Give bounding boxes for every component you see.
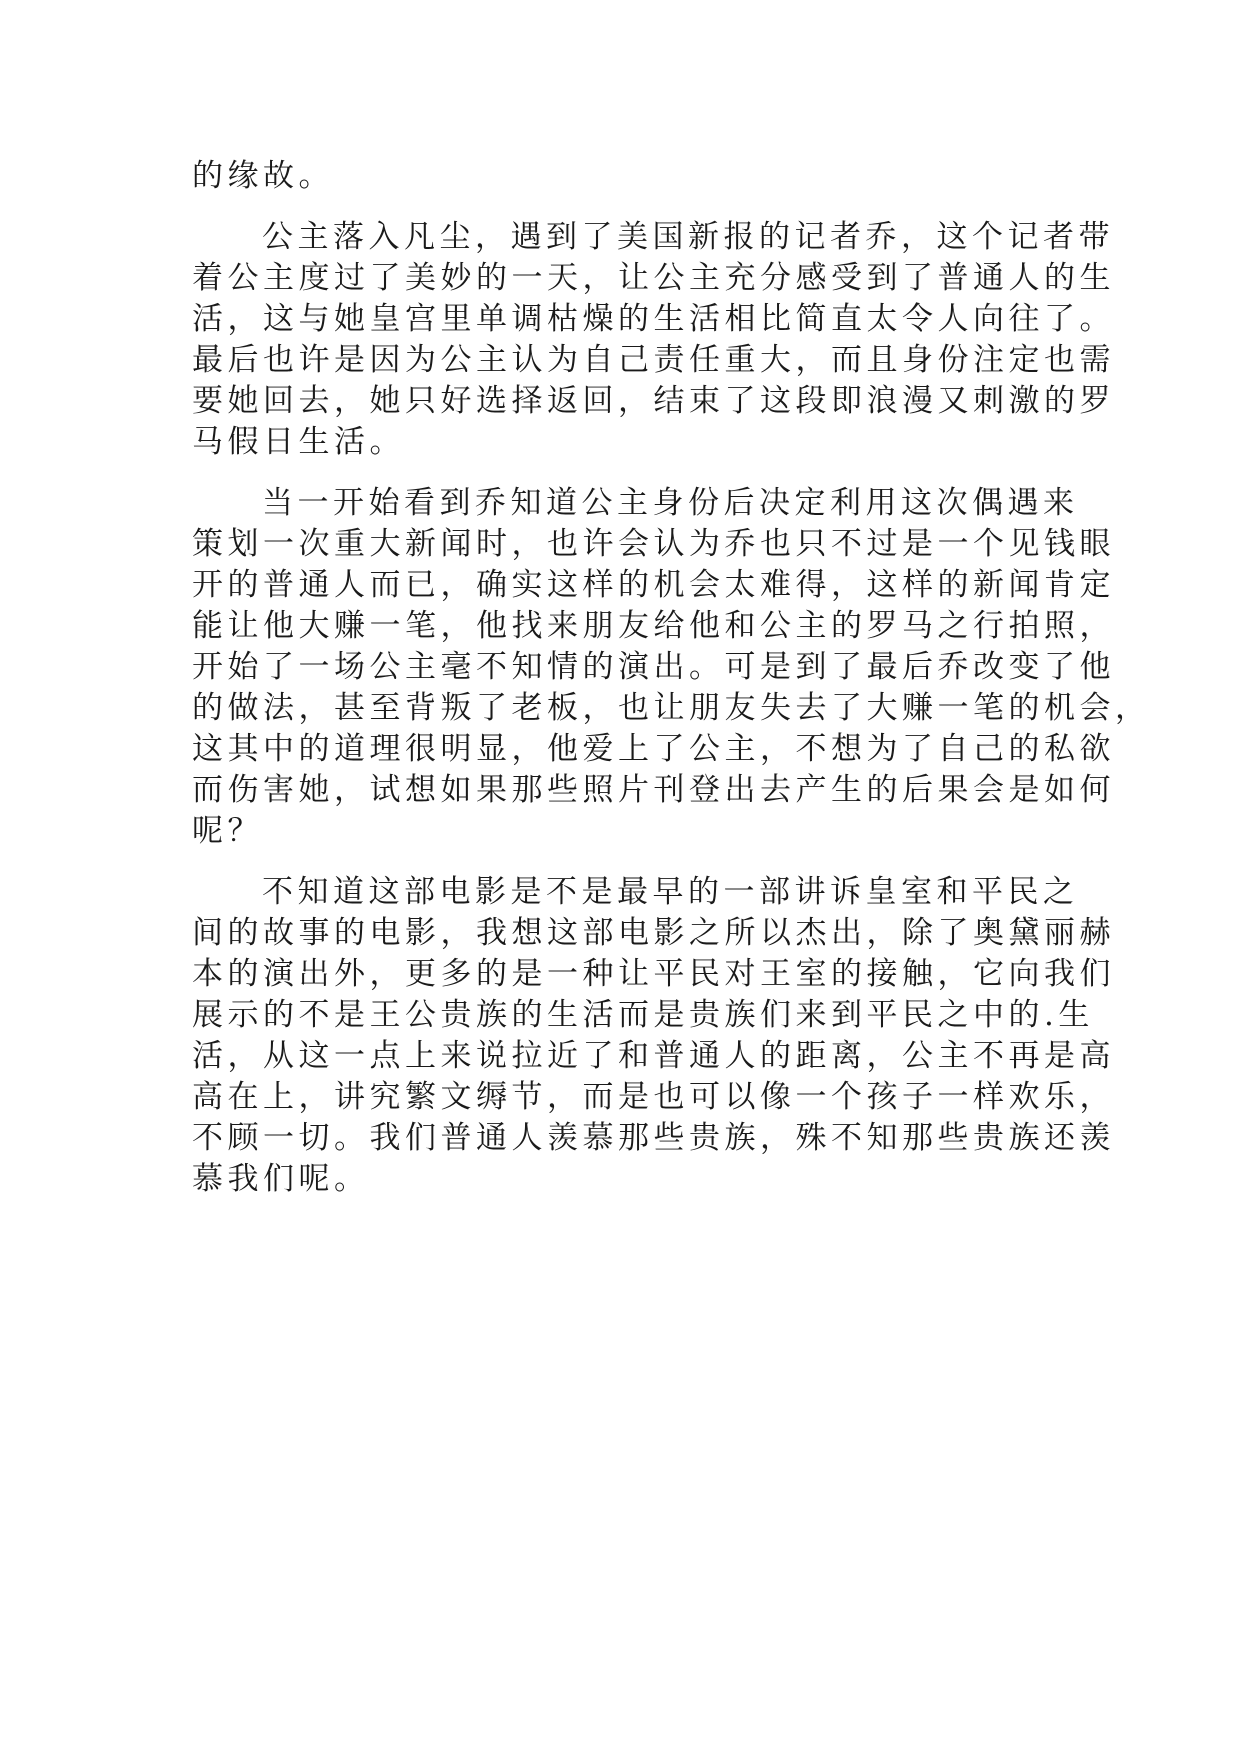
text-line: 不知道这部电影是不是最早的一部讲诉皇室和平民之 bbox=[262, 874, 1079, 910]
text-line: 能让他大赚一笔，他找来朋友给他和公主的罗马之行拍照， bbox=[192, 608, 1115, 644]
text-line: 要她回去，她只好选择返回，结束了这段即浪漫又刺激的罗 bbox=[192, 383, 1115, 419]
text-line: 策划一次重大新闻时，也许会认为乔也只不过是一个见钱眼 bbox=[192, 526, 1115, 562]
paragraph-4 bbox=[192, 872, 1115, 1200]
paragraph-3 bbox=[192, 483, 1151, 852]
text-line: 公主落入凡尘，遇到了美国新报的记者乔，这个记者带 bbox=[262, 219, 1114, 255]
document-body bbox=[192, 156, 1151, 1200]
text-line: 着公主度过了美妙的一天，让公主充分感受到了普通人的生 bbox=[192, 260, 1115, 296]
text-line: 不顾一切。我们普通人羡慕那些贵族，殊不知那些贵族还羡 bbox=[192, 1120, 1115, 1156]
text-line: 开始了一场公主毫不知情的演出。可是到了最后乔改变了他 bbox=[192, 649, 1115, 685]
text-line: 活，从这一点上来说拉近了和普通人的距离，公主不再是高 bbox=[192, 1038, 1115, 1074]
text-line: 慕我们呢。 bbox=[192, 1161, 370, 1197]
text-line: 的做法，甚至背叛了老板，也让朋友失去了大赚一笔的机会， bbox=[192, 690, 1151, 726]
text-line: 开的普通人而已，确实这样的机会太难得，这样的新闻肯定 bbox=[192, 567, 1115, 603]
text-line: 本的演出外，更多的是一种让平民对王室的接触，它向我们 bbox=[192, 956, 1115, 992]
text-line: 的缘故。 bbox=[192, 158, 334, 194]
paragraph-1 bbox=[192, 156, 1062, 197]
text-line: 而伤害她，试想如果那些照片刊登出去产生的后果会是如何 bbox=[192, 772, 1115, 808]
text-line: 这其中的道理很明显，他爱上了公主，不想为了自己的私欲 bbox=[192, 731, 1115, 767]
text-line: 马假日生活。 bbox=[192, 424, 405, 460]
text-line: 间的故事的电影，我想这部电影之所以杰出，除了奥黛丽赫 bbox=[192, 915, 1115, 951]
paragraph-2 bbox=[192, 217, 1115, 463]
text-line: 呢？ bbox=[192, 813, 263, 849]
text-line: 当一开始看到乔知道公主身份后决定利用这次偶遇来 bbox=[262, 485, 1079, 521]
text-line: 活，这与她皇宫里单调枯燥的生活相比简直太令人向往了。 bbox=[192, 301, 1115, 337]
text-line: 最后也许是因为公主认为自己责任重大，而且身份注定也需 bbox=[192, 342, 1115, 378]
text-line: 展示的不是王公贵族的生活而是贵族们来到平民之中的.生 bbox=[192, 997, 1094, 1033]
text-line: 高在上，讲究繁文缛节，而是也可以像一个孩子一样欢乐， bbox=[192, 1079, 1115, 1115]
